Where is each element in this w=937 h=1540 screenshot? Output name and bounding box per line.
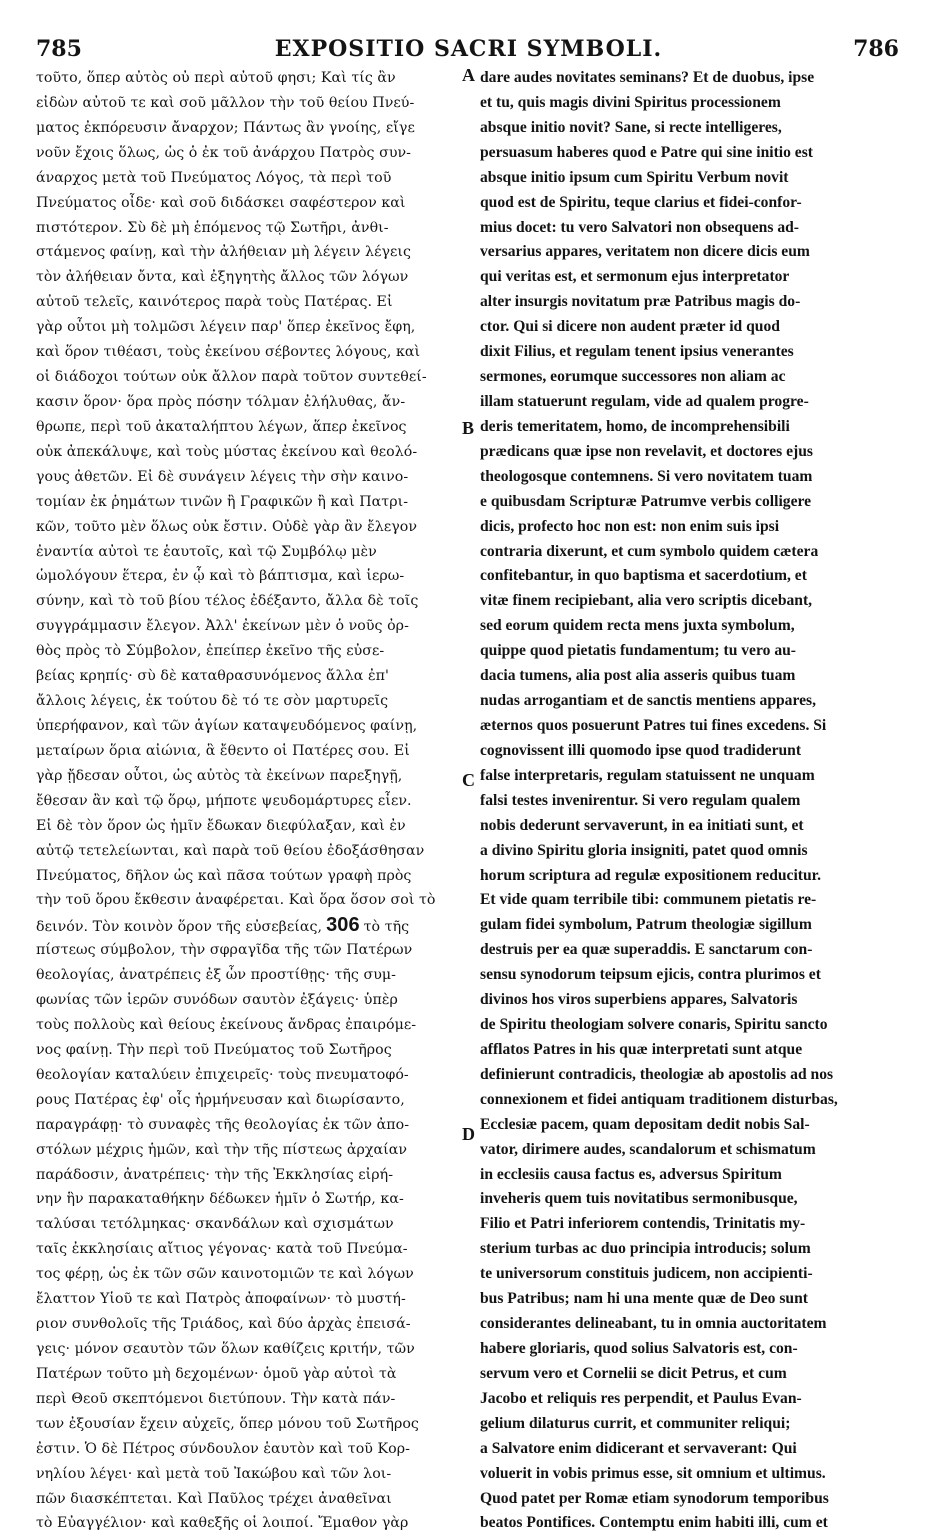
latin-line: ctor. Qui si dicere non audent præter id quod: [480, 318, 780, 336]
latin-line: versarius appares, veritatem non dicere dicis eum: [480, 243, 810, 261]
greek-line: παράδοσιν, ἀνατρέπεις· τὴν τῆς Ἐκκλησίας εἰρή-: [36, 1166, 394, 1183]
latin-line: de Spiritu theologiam solvere conaris, Spiritu sancto: [480, 1016, 828, 1034]
latin-line: dixit Filius, et regulam tenent ipsius venerantes: [480, 343, 794, 361]
latin-line: illam statuerunt regulam, vide ad qualem progre-: [480, 392, 809, 410]
latin-line: Ecclesiæ pacem, quam depositam dedit nobis Sal-: [480, 1115, 810, 1133]
greek-line: αὐτοῦ τελεῖς, καινότερος παρὰ τοὺς Πατέρας. Εἰ: [36, 294, 393, 311]
greek-line: τὸ Εὐαγγέλιον· καὶ καθεξῆς οἱ λοιποί. Ἔμαθον γὰρ: [36, 1515, 409, 1532]
latin-line: destruis per ea quæ superaddis. E sanctarum con-: [480, 941, 813, 959]
greek-line: ὑπερήφανον, καὶ τῶν ἁγίων καταψευδόμενος φαίνῃ,: [36, 717, 418, 734]
latin-line: divinos hos viros superbiens appares, Salvatoris: [480, 991, 798, 1009]
greek-line: των ἐξουσίαν ἔχειν αὐχεῖς, ὅπερ μόνου τοῦ Σωτῆρος: [36, 1415, 419, 1432]
page-number-left: 785: [36, 36, 82, 62]
greek-line: γεις· μόνον σεαυτὸν τῶν ὅλων καθίζεις κριτήν, τῶν: [36, 1341, 415, 1358]
greek-line: Πατέρων τοῦτο μὴ δεχομένων· ὁμοῦ γὰρ αὐτοὶ τὰ: [36, 1365, 397, 1382]
greek-line: εἰδὼν αὐτοῦ τε καὶ σοῦ μᾶλλον τὴν τοῦ θείου Πνεύ-: [36, 94, 415, 111]
greek-line: ἐστιν. Ὁ δὲ Πέτρος σύνδουλον ἑαυτὸν καὶ τοῦ Κορ-: [36, 1440, 411, 1457]
greek-line: Πνεύματος, δῆλον ὡς καὶ πᾶσα τούτων γραφὴ πρὸς: [36, 867, 412, 884]
latin-line: voluerit in vobis primus esse, sit omnium et ultimus.: [480, 1464, 826, 1482]
greek-line: Πνεύματος οἶδε· καὶ σοῦ διδάσκει σαφέστερον καὶ: [36, 194, 406, 211]
latin-line: dicis, profecto hoc non est: non enim suis ipsi: [480, 517, 780, 535]
latin-line: vitæ finem recipiebant, alia vero scriptis dicebant,: [480, 592, 813, 610]
latin-line: mius docet: tu vero Salvatori non obsequens ad-: [480, 218, 799, 236]
latin-line: definierunt contradicis, theologiæ ab apostolis ad nos: [480, 1065, 834, 1083]
greek-line: ἐναντία αὐτοὶ τε ἑαυτοῖς, καὶ τῷ Συμβόλῳ μὲν: [36, 543, 377, 560]
latin-line: considerantes delineabant, tu in omnia auctoritatem: [480, 1315, 827, 1333]
greek-line: οὐκ ἀπεκάλυψε, καὶ τοὺς μύστας ἐκείνου καὶ θεολό-: [36, 443, 418, 460]
greek-line: ταῖς ἐκκλησίαις αἴτιος γέγονας· κατὰ τοῦ Πνεύμα-: [36, 1241, 408, 1258]
section-number: 306: [326, 914, 360, 937]
greek-line: νην ἣν παρακαταθήκην δέδωκεν ἡμῖν ὁ Σωτήρ, κα-: [36, 1191, 404, 1208]
margin-marker-a: A: [462, 65, 475, 85]
greek-line: αὐτῷ τετελείωνται, καὶ παρὰ τοῦ θείου ἐδοξάσθησαν: [36, 842, 425, 859]
greek-line: βείας κρηπίς· σὺ δὲ καταθρασυνόμενος ἄλλα ἐπ': [36, 668, 389, 685]
greek-line-with-number: [36, 913, 460, 938]
page-header: [0, 0, 937, 60]
greek-line: τὸν ἀλήθειαν ὄντα, καὶ ἐξηγητὴς ἄλλος τῶν λόγων: [36, 269, 409, 286]
latin-line: contraria dixerunt, et cum symbolo quidem cætera: [480, 542, 819, 560]
greek-line: πίστεως σύμβολον, τὴν σφραγῖδα τῆς τῶν Πατέρων: [36, 942, 413, 959]
greek-line: γὰρ ᾔδεσαν οὗτοι, ὡς αὐτὸς τὰ ἐκείνων παρεξηγῇ,: [36, 767, 403, 784]
greek-line: θεολογίας, ἀνατρέπεις ἐξ ὧν προστίθῃς· τῆς συμ-: [36, 967, 397, 984]
latin-line: Filio et Patri inferiorem contendis, Trinitatis my-: [480, 1215, 806, 1233]
greek-line: στάμενος φαίνῃ, καὶ τὴν ἀλήθειαν μὴ λέγειν λέγεις: [36, 244, 412, 261]
greek-line: ἔλαττον Υἱοῦ τε καὶ Πατρὸς ἀποφαίνων· τὸ μυστή-: [36, 1291, 406, 1308]
greek-line: στόλων μέχρις ἡμῶν, καὶ τὴν τῆς πίστεως ἀρχαίαν: [36, 1141, 408, 1158]
latin-line: absque initio novit? Sane, si recte intelligeres,: [480, 118, 782, 136]
greek-line: νος φαίνῃ. Τὴν περὶ τοῦ Πνεύματος τοῦ Σωτῆρος: [36, 1041, 392, 1058]
latin-line: falsi testes invenirentur. Si vero regulam qualem: [480, 791, 801, 809]
greek-line: ταλύσαι τετόλμηκας· σκανδάλων καὶ σχισμάτων: [36, 1216, 394, 1233]
latin-line: sensu synodorum teipsum ejicis, contra plurimos et: [480, 966, 821, 984]
latin-line: afflatos Patres in his quæ interpretati sunt atque: [480, 1040, 803, 1058]
latin-line: nudas arrogantiam et de sanctis mentiens appares,: [480, 692, 817, 710]
greek-line: οἱ διάδοχοι τούτων οὐκ ἄλλον παρὰ τοῦτον συντεθεί-: [36, 369, 427, 386]
margin-marker-b: B: [462, 418, 475, 438]
greek-line: ρους Πατέρας ἐφ' οἷς ἡρμήνευσαν καὶ διωρίσαντο,: [36, 1091, 405, 1108]
greek-line: νοῦν ἔχοις ὅλως, ὡς ὁ ἐκ τοῦ ἀνάρχου Πατρὸς συν-: [36, 144, 412, 161]
latin-line: Quod patet per Romæ etiam synodorum temporibus: [480, 1489, 829, 1507]
greek-line: τοὺς πολλοὺς καὶ θείους ἐκείνους ἄνδρας ἐπαιρόμε-: [36, 1017, 417, 1034]
greek-line: καὶ ὅρον τιθέασι, τοὺς ἐκείνου σέβοντες λόγους, καὶ: [36, 344, 421, 361]
latin-line: cognovissent illi quomodo ipse quod tradiderunt: [480, 741, 802, 759]
latin-column: [480, 66, 904, 1536]
greek-line: συγγράμμασιν ἔλεγον. Ἀλλ' ἐκείνων μὲν ὁ νοῦς ὀρ-: [36, 618, 409, 635]
latin-line: inveheris quem tuis novitatibus sermonibusque,: [480, 1190, 798, 1208]
greek-line: τος φέρῃ, ὡς ἐκ τῶν σῶν καινοτομιῶν τε καὶ λόγων: [36, 1266, 414, 1283]
latin-line: prædicans quæ ipse non revelavit, et doctores ejus: [480, 442, 813, 460]
latin-line: nobis dederunt servaverunt, in ea initiati sunt, et: [480, 816, 804, 834]
latin-line: quippe quod pietatis fundamentum; tu vero au-: [480, 642, 796, 660]
latin-line: servum vero et Cornelii se dicit Petrus, et cum: [480, 1364, 787, 1382]
running-title: EXPOSITIO SACRI SYMBOLI.: [274, 36, 663, 62]
latin-line: bus Patribus; nam hi una mente quæ de Deo sunt: [480, 1290, 808, 1308]
latin-line: sermones, eorumque successores non aliam ac: [480, 368, 786, 386]
greek-line: τομίαν ἐκ ῥημάτων τινῶν ἢ Γραφικῶν ἢ καὶ Πατρι-: [36, 493, 409, 510]
greek-line-tail: τὸ τῆς: [363, 919, 410, 936]
greek-line: πῶν διασκέπτεται. Καὶ Παῦλος τρέχει ἀναθεῖναι: [36, 1490, 392, 1507]
greek-line: ἄλλοις λέγεις, ἐκ τούτου δὲ τό τε σὸν μαρτυρεῖς: [36, 693, 389, 710]
greek-line: ριον συνθολοῖς τῆς Τριάδος, καὶ δύο ἀρχὰς ἐπεισά-: [36, 1316, 411, 1333]
margin-marker-d: D: [462, 1124, 475, 1144]
greek-line: ἔθεσαν ἂν καὶ τῷ ὅρῳ, μήποτε ψευδομάρτυρες εἶεν.: [36, 792, 412, 809]
latin-line: confitebantur, in quo baptisma et sacerdotium, et: [480, 567, 807, 585]
greek-line: κασιν ὅρον· ὅρα πρὸς πόσην τόλμαν ἐλήλυθας, ἄν-: [36, 393, 406, 410]
latin-line: habere gloriaris, quod solius Salvatoris est, con-: [480, 1340, 798, 1358]
latin-line: dacia tumens, alia post alia asseris quibus tuam: [480, 667, 796, 685]
latin-line: alter insurgis novitatum præ Patribus magis do-: [480, 293, 801, 311]
latin-line: quod est de Spiritu, teque clarius et fidei-confor-: [480, 193, 802, 211]
latin-line: persuasum haberes quod e Patre qui sine initio est: [480, 143, 813, 161]
latin-line: æternos quos posuerunt Patres tui fines excedens. Si: [480, 716, 827, 734]
greek-line: άναρχος μετὰ τοῦ Πνεύματος Λόγος, τὰ περὶ τοῦ: [36, 169, 392, 186]
greek-line: σύνην, καὶ τὸ τοῦ βίου τέλος ἐδέξαντο, ἄλλα δὲ τοῖς: [36, 593, 419, 610]
greek-line: θεολογίαν καταλύειν ἐπιχειρεῖς· τοὺς πνευματοφό-: [36, 1066, 409, 1083]
page-number-right: 786: [853, 36, 899, 62]
latin-line: sterium turbas ac duo principia introducis; solum: [480, 1240, 811, 1258]
greek-line: φωνίας τῶν ἱερῶν συνόδων σαυτὸν ἐξάγεις· ὑπὲρ: [36, 992, 398, 1009]
latin-line: in ecclesiis causa factus es, adversus Spiritum: [480, 1165, 782, 1183]
latin-line: gulam fidei symbolum, Patrum theologiæ sigillum: [480, 916, 812, 934]
latin-line: te universorum constituis judicem, non accipienti-: [480, 1265, 813, 1283]
greek-line: γους ἀθετῶν. Εἰ δὲ συνάγειν λέγεις τὴν σὴν καινο-: [36, 468, 409, 485]
latin-line: theologosque contemnens. Si vero novitatem tuam: [480, 467, 813, 485]
greek-line: θὸς πρὸς τὸ Σύμβολον, ἐπείπερ ἐκεῖνο τῆς εὐσε-: [36, 643, 385, 660]
greek-line: ὡμολόγουν ἕτερα, ἐν ᾧ καὶ τὸ βάπτισμα, καὶ ἱερω-: [36, 568, 405, 585]
greek-line: παραγράφῃ· τὸ συναφὲς τῆς θεολογίας ἐκ τῶν ἀπο-: [36, 1116, 410, 1133]
greek-line: μεταίρων ὅρια αἰώνια, ἃ ἔθεντο οἱ Πατέρες σου. Εἰ: [36, 742, 410, 759]
greek-line: τὴν τοῦ ὅρου ἔκθεσιν ἀναφέρεται. Καὶ ὅρα ὅσον σοὶ τὸ: [36, 892, 436, 909]
greek-line: δεινόν. Τὸν κοινὸν ὅρον τῆς εὐσεβείας,: [36, 919, 323, 936]
latin-line: connexionem et fidei antiquam traditionem disturbas,: [480, 1090, 838, 1108]
latin-line: gelium dilaturus currit, et communiter reliqui;: [480, 1414, 791, 1432]
latin-line: absque initio ipsum cum Spiritu Verbum novit: [480, 168, 789, 186]
latin-line: vator, dirimere audes, scandalorum et schismatum: [480, 1140, 816, 1158]
greek-line: γὰρ οὗτοι μὴ τολμῶσι λέγειν παρ' ὅπερ ἐκεῖνος ἔφη,: [36, 319, 416, 336]
greek-line: Εἰ δὲ τὸν ὅρον ὡς ἡμῖν ἔδωκαν διεφύλαξαν, καὶ ἐν: [36, 817, 406, 834]
latin-line: et tu, quis magis divini Spiritus processionem: [480, 93, 781, 111]
greek-line: κῶν, τοῦτο μὲν ὅλως οὐκ ἔστιν. Οὐδὲ γὰρ ἂν ἔλεγον: [36, 518, 418, 535]
latin-line: Et vide quam terribile tibi: communem pietatis re-: [480, 891, 817, 909]
greek-line: νηλίου λέγει· καὶ μετὰ τοῦ Ἰακώβου καὶ τῶν λοι-: [36, 1465, 392, 1482]
greek-line: περὶ Θεοῦ σκεπτόμενοι διετύπουν. Τὴν κατὰ πάν-: [36, 1390, 396, 1407]
greek-line: τοῦτο, ὅπερ αὐτὸς οὐ περὶ αὐτοῦ φησι; Καὶ τίς ἂν: [36, 70, 396, 86]
greek-line: πιστότερον. Σὺ δὲ μὴ ἑπόμενος τῷ Σωτῆρι, ἀνθι-: [36, 219, 389, 236]
latin-line: sed eorum quidem recta mens juxta symbolum,: [480, 617, 795, 635]
latin-line: false interpretaris, regulam statuissent ne unquam: [480, 766, 815, 784]
latin-line: a Salvatore enim didicerant et servaverant: Qui: [480, 1439, 797, 1457]
latin-line: a divino Spiritu gloria insigniti, patet quod omnis: [480, 841, 808, 859]
latin-line: deris temeritatem, homo, de incomprehensibili: [480, 417, 790, 435]
latin-line: e quibusdam Scripturæ Patrumve verbis colligere: [480, 492, 812, 510]
latin-line: beatos Pontifices. Contemptu enim habiti illi, cum et: [480, 1514, 828, 1532]
latin-line: Jacobo et reliquis res perpendit, et Paulus Evan-: [480, 1389, 802, 1407]
greek-line: θρωπε, περὶ τοῦ ἀκαταλήπτου λέγων, ἅπερ ἐκεῖνος: [36, 418, 407, 435]
greek-column: [36, 66, 460, 1536]
greek-line: ματος ἐκπόρευσιν ἄναρχον; Πάντως ἂν γνοίης, εἴγε: [36, 119, 415, 136]
latin-line: qui veritas est, et sermonum ejus interpretator: [480, 268, 790, 286]
margin-marker-c: C: [462, 770, 475, 790]
latin-line: dare audes novitates seminans? Et de duobus, ipse: [480, 69, 815, 86]
latin-line: horum scriptura ad regulæ expositionem reducitur.: [480, 866, 822, 884]
